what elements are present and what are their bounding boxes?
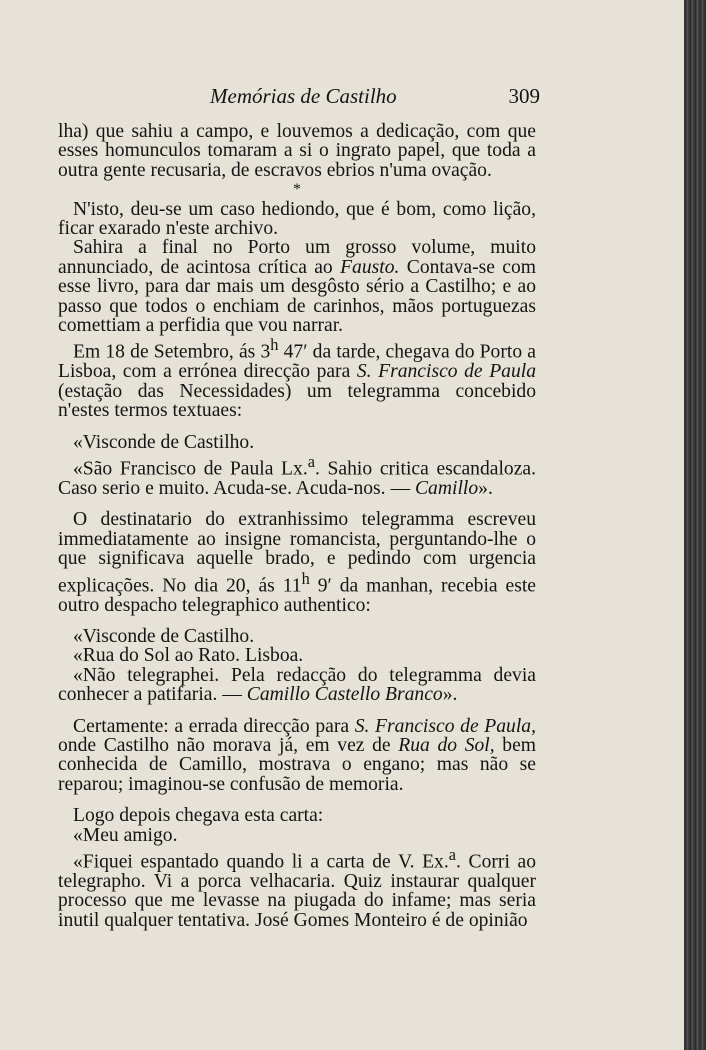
telegram-text: ». <box>478 477 493 499</box>
paragraph <box>58 238 536 335</box>
telegram-line <box>58 666 536 705</box>
paragraph <box>58 200 536 239</box>
paragraph <box>58 717 536 795</box>
paragraph-text: bem conhecida de Camillo, mostrava o engano; mas não se reparou; imaginou-se confusão de memoria. <box>58 734 537 795</box>
paragraph-text: N'isto, deu-se um caso hediondo, que é bom, como lição, ficar exarado n'este archivo. <box>58 198 536 240</box>
paragraph <box>58 335 536 420</box>
page-header <box>60 84 540 114</box>
page-number: 309 <box>508 84 540 108</box>
paragraph-text: (estação das Necessidades) um telegramma concebido n'estes termos textuaes: <box>58 380 536 422</box>
paragraph-text: 47′ da tarde, chegava do Porto a Lisboa, com a errónea direcção para <box>58 342 536 383</box>
paragraph <box>58 510 536 615</box>
letter-line <box>58 826 536 845</box>
superscript: h <box>301 568 310 588</box>
telegram-text: «São Francisco de Paula Lx. <box>73 458 308 480</box>
page-body <box>58 122 536 930</box>
italic-title: Fausto. <box>340 256 400 278</box>
letter-text: «Meu amigo. <box>73 824 178 846</box>
italic-place: S. Francisco de Paula, <box>354 715 536 737</box>
paragraph-text: lha) que sahiu a campo, e louvemos a dedicação, com que esses homunculos tomaram a si o ingrato papel, que toda a outra gente recusaria, de escravos ebrios n'uma ovação. <box>58 121 536 181</box>
running-title: Memórias de Castilho <box>210 84 397 108</box>
letter-line <box>58 845 536 930</box>
superscript: h <box>270 335 279 355</box>
signature: Camillo <box>414 477 479 499</box>
telegram-text: ». <box>442 684 458 706</box>
paragraph-text: Certamente: a errada direcção para <box>73 715 355 737</box>
telegram-line <box>58 452 536 498</box>
letter-text: . Corri ao telegrapho. Vi a porca velhacaria. Quiz instaurar qualquer processo que me levasse na piugada do infame; mas seria inutil qualquer tentativa. José Gomes Monteiro é de opinião <box>58 851 536 931</box>
superscript: a <box>448 845 457 864</box>
paragraph <box>58 806 536 825</box>
signature: Camillo Castello Branco <box>246 684 443 706</box>
telegram-line <box>58 646 536 665</box>
telegram-line <box>58 627 536 646</box>
paragraph-continuation <box>58 122 536 180</box>
paragraph-text: O destinatario do extranhissimo telegramma escreveu immediatamente ao insigne romancista, perguntando-lhe o que significava aquelle brado, e pedindo com urgencia explicações. No dia 20, ás 11 <box>58 509 536 597</box>
italic-place: Rua do Sol, <box>398 734 495 756</box>
section-separator: * <box>293 181 301 199</box>
letter-text: «Fiquei espantado quando li a carta de V. Ex. <box>73 851 449 873</box>
telegram-text: «Visconde de Castilho. <box>73 625 255 647</box>
paragraph-text: Contava-se com esse livro, para dar mais um desgôsto sério a Castilho; e ao passo que todos o enchiam de carinhos, mãos portuguezas comettiam a perfidia que vou narrar. <box>58 256 536 337</box>
paragraph-text: Sahira a final no Porto um grosso volume, muito annunciado, de acintosa crítica ao <box>58 237 536 278</box>
paragraph-text: 9′ da manhan, recebia este outro despacho telegraphico authentico: <box>58 575 536 616</box>
telegram-text: . Sahio critica escandaloza. Caso serio e muito. Acuda-se. Acuda-nos. — <box>58 458 536 499</box>
telegram-text: «Rua do Sol ao Rato. Lisboa. <box>73 645 304 667</box>
italic-place: S. Francisco de Paula <box>356 361 536 383</box>
telegram-line <box>58 433 536 452</box>
telegram-text: «Visconde de Castilho. <box>73 431 255 453</box>
paragraph-text: onde Castilho não morava já, em vez de <box>58 734 399 756</box>
book-page-edge <box>684 0 706 1050</box>
paragraph-text: Logo depois chegava esta carta: <box>73 805 324 827</box>
paragraph-text: Em 18 de Setembro, ás 3 <box>73 342 271 363</box>
superscript: a <box>307 452 315 472</box>
telegram-text: «Não telegraphei. Pela redacção do telegramma devia conhecer a patifaria. — <box>58 664 536 706</box>
